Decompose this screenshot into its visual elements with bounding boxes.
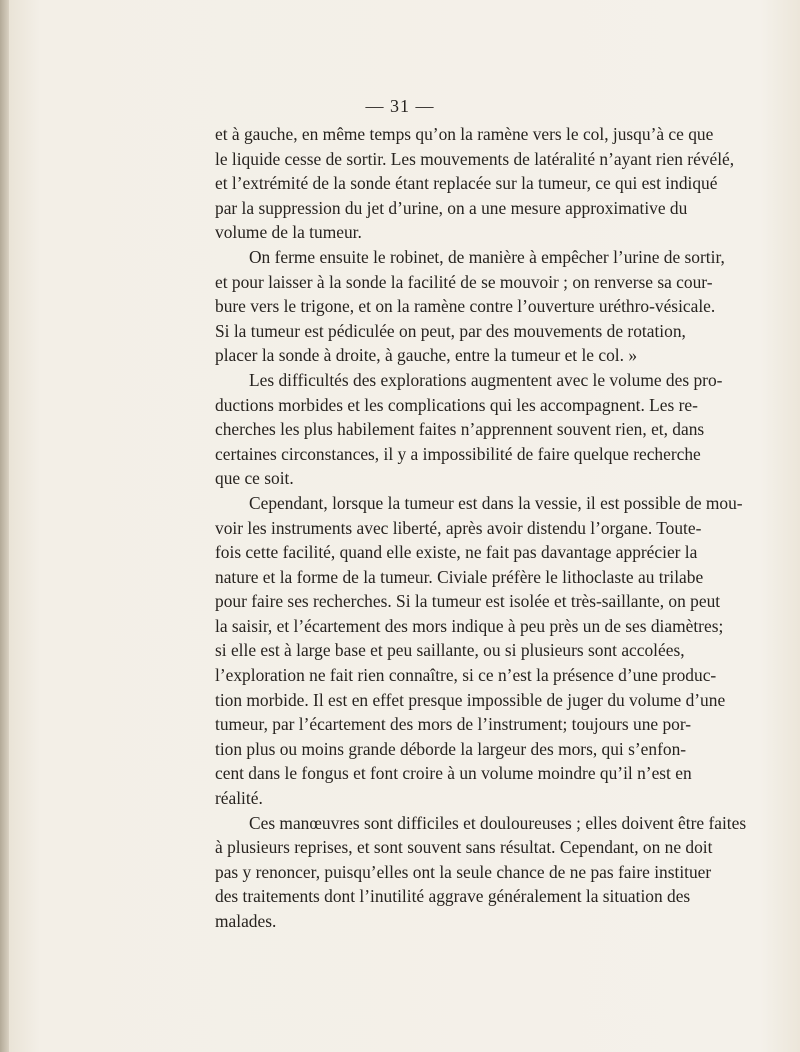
paragraph-2 — [215, 245, 760, 368]
text-line: l’exploration ne fait rien connaître, si ce n’est la présence d’une produc- — [215, 665, 717, 686]
text-line: et l’extrémité de la sonde étant replacée sur la tumeur, ce qui est indiqué — [215, 173, 718, 194]
text-line: la saisir, et l’écartement des mors indique à peu près un de ses diamètres; — [215, 615, 724, 636]
text-line: cent dans le fongus et font croire à un volume moindre qu’il n’est en — [215, 763, 692, 784]
text-line: et pour laisser à la sonde la facilité de se mouvoir ; on renverse sa cour- — [215, 271, 713, 292]
paragraph-3 — [215, 368, 760, 491]
binding-edge — [0, 0, 9, 1052]
text-line: On ferme ensuite le robinet, de manière à empêcher l’urine de sortir, — [249, 246, 725, 267]
text-line: à plusieurs reprises, et sont souvent sans résultat. Cependant, on ne doit — [215, 837, 713, 858]
text-line: Si la tumeur est pédiculée on peut, par des mouvements de rotation, — [215, 320, 686, 341]
paragraph-5 — [215, 811, 760, 934]
text-line: nature et la forme de la tumeur. Civiale préfère le lithoclaste au trilabe — [215, 566, 704, 587]
text-line: Ces manœuvres sont difficiles et douloureuses ; elles doivent être faites — [249, 812, 747, 833]
text-line: tion plus ou moins grande déborde la largeur des mors, qui s’enfon- — [215, 738, 687, 759]
paragraph-4 — [215, 491, 760, 811]
text-line: cherches les plus habilement faites n’apprennent souvent rien, et, dans — [215, 419, 705, 440]
text-line: pas y renoncer, puisqu’elles ont la seule chance de ne pas faire instituer — [215, 861, 712, 882]
text-line: placer la sonde à droite, à gauche, entre la tumeur et le col. » — [215, 345, 638, 366]
body-text — [215, 122, 760, 934]
text-line: malades. — [215, 911, 277, 931]
text-line: par la suppression du jet d’urine, on a une mesure approximative du — [215, 197, 688, 218]
text-line: certaines circonstances, il y a impossibilité de faire quelque recherche — [215, 443, 701, 464]
text-line: réalité. — [215, 788, 263, 809]
text-line: voir les instruments avec liberté, après avoir distendu l’organe. Toute- — [215, 517, 702, 538]
text-line: fois cette facilité, quand elle existe, ne fait pas davantage apprécier la — [215, 542, 698, 563]
text-line: tion morbide. Il est en effet presque impossible de juger du volume d’une — [215, 689, 726, 710]
text-line: que ce soit. — [215, 468, 294, 489]
text-line: Les difficultés des explorations augmentent avec le volume des pro- — [249, 369, 723, 390]
text-line: le liquide cesse de sortir. Les mouvements de latéralité n’ayant rien révélé, — [215, 148, 735, 169]
text-line: volume de la tumeur. — [215, 222, 362, 243]
text-line: ductions morbides et les complications qui les accompagnent. Les re- — [215, 394, 698, 415]
text-line: tumeur, par l’écartement des mors de l’instrument; toujours une por- — [215, 714, 692, 735]
text-line: Cependant, lorsque la tumeur est dans la vessie, il est possible de mou- — [249, 492, 743, 513]
text-line: des traitements dont l’inutilité aggrave généralement la situation des — [215, 886, 691, 907]
page-number: — 31 — — [365, 96, 435, 116]
paragraph-1 — [215, 122, 760, 245]
text-line: si elle est à large base et peu saillante, ou si plusieurs sont accolées, — [215, 640, 685, 661]
text-line: et à gauche, en même temps qu’on la ramène vers le col, jusqu’à ce que — [215, 124, 714, 144]
text-line: pour faire ses recherches. Si la tumeur est isolée et très-saillante, on peut — [215, 591, 721, 612]
text-line: bure vers le trigone, et on la ramène contre l’ouverture uréthro-vésicale. — [215, 296, 716, 317]
